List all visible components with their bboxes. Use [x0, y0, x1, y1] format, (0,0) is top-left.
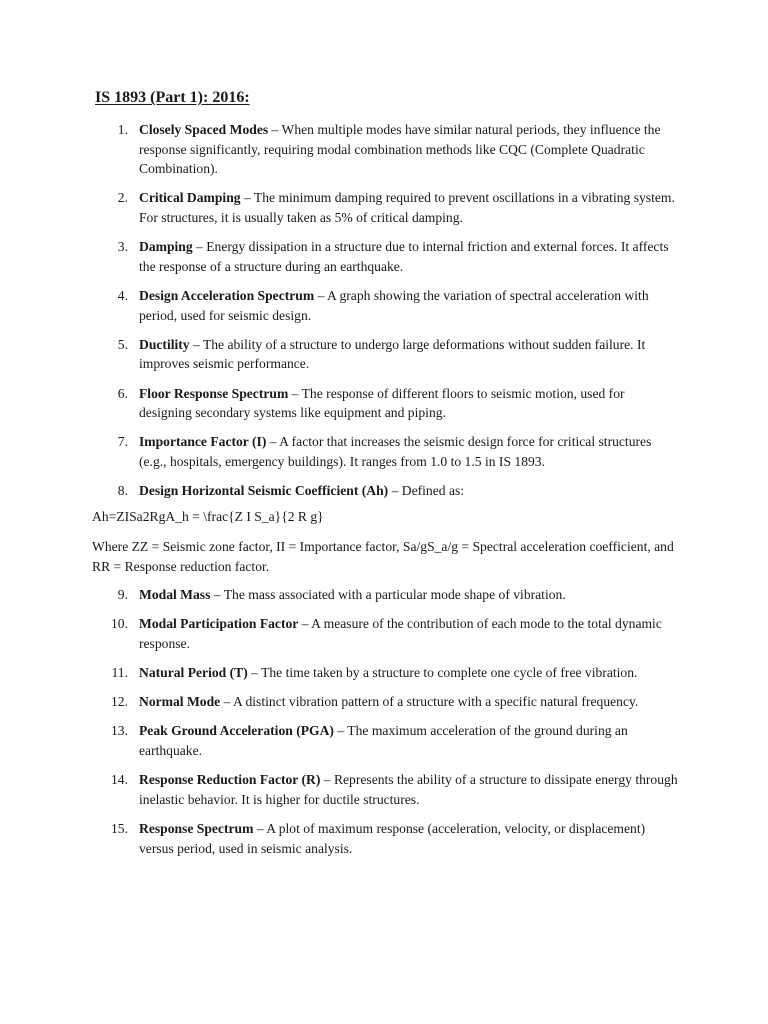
- item-number: 1.: [117, 122, 128, 137]
- item-description: – When multiple modes have similar natural periods, they influence the response significantly, requiring modal combination methods like CQC (Complete Quadratic Combination).: [139, 122, 661, 177]
- definition-item: [0, 770, 768, 809]
- item-term: Response Spectrum: [139, 820, 254, 836]
- item-number: 15.: [111, 820, 128, 836]
- formula-variable-definitions: Where ZZ = Seismic zone factor, II = Importance factor, Sa/gS_a/g = Spectral acceleration coefficient, and RR = Response reduction factor.: [92, 539, 674, 574]
- item-number: 10.: [111, 616, 128, 632]
- item-number: 7.: [117, 434, 128, 450]
- definition-list-part-2: [0, 585, 768, 868]
- item-description: – Defined as:: [388, 483, 465, 499]
- item-term: Critical Damping: [139, 190, 241, 206]
- item-term: Peak Ground Acceleration (PGA): [139, 723, 334, 739]
- seismic-coefficient-formula: Ah=ZISa2RgA_h = \frac{Z I S_a}{2 R g}: [92, 509, 324, 524]
- item-number: 2.: [117, 190, 128, 206]
- item-description: – Represents the ability of a structure to dissipate energy through inelastic behavior. It is higher for ductile structures.: [139, 772, 678, 807]
- item-term: Closely Spaced Modes: [139, 122, 269, 137]
- item-number: 13.: [111, 723, 128, 739]
- definition-item: [0, 721, 768, 760]
- item-term: Damping: [139, 239, 193, 255]
- definition-item: [0, 481, 768, 501]
- item-term: Natural Period (T): [139, 664, 248, 680]
- item-term: Floor Response Spectrum: [139, 385, 289, 401]
- item-number: 3.: [117, 239, 128, 255]
- item-term: Modal Mass: [139, 587, 211, 602]
- definition-item: [0, 614, 768, 653]
- item-term: Importance Factor (I): [139, 434, 267, 450]
- item-term: Modal Participation Factor: [139, 616, 299, 632]
- definition-item: [0, 432, 768, 471]
- item-number: 4.: [117, 287, 128, 303]
- definition-item: [0, 335, 768, 374]
- item-term: Ductility: [139, 336, 190, 352]
- item-description: – The time taken by a structure to complete one cycle of free vibration.: [247, 664, 638, 680]
- item-number: 9.: [117, 587, 128, 602]
- item-number: 12.: [111, 694, 128, 710]
- item-description: – A factor that increases the seismic design force for critical structures (e.g., hospitals, emergency buildings). It ranges from 1.0 to 1.5 in IS 1893.: [139, 434, 652, 469]
- item-description: – The response of different floors to seismic motion, used for designing secondary systems like equipment and piping.: [139, 385, 625, 421]
- item-term: Design Acceleration Spectrum: [139, 287, 315, 303]
- definition-item: [0, 585, 768, 605]
- definition-item: [0, 819, 768, 858]
- item-description: – The minimum damping required to prevent oscillations in a vibrating system. For structures, it is usually taken as 5% of critical damping.: [139, 190, 675, 225]
- item-number: 11.: [111, 664, 128, 680]
- item-number: 8.: [117, 483, 128, 499]
- item-description: – A graph showing the variation of spectral acceleration with period, used for seismic design.: [139, 287, 649, 323]
- document-heading: IS 1893 (Part 1): 2016:: [95, 89, 250, 106]
- definition-list-part-1: [0, 120, 768, 510]
- item-description: – A distinct vibration pattern of a structure with a specific natural frequency.: [220, 694, 639, 710]
- definition-item: [0, 663, 768, 683]
- item-term: Design Horizontal Seismic Coefficient (Ah): [139, 483, 389, 499]
- item-description: – A measure of the contribution of each mode to the total dynamic response.: [139, 616, 662, 651]
- definition-item: [0, 120, 768, 179]
- definition-item: [0, 188, 768, 227]
- definition-item: [0, 237, 768, 276]
- item-term: Response Reduction Factor (R): [139, 772, 321, 788]
- item-description: – The mass associated with a particular mode shape of vibration.: [210, 587, 566, 602]
- item-description: – A plot of maximum response (acceleration, velocity, or displacement) versus period, used in seismic analysis.: [139, 820, 646, 856]
- definition-item: [0, 692, 768, 712]
- item-description: – Energy dissipation in a structure due to internal friction and external forces. It affects the response of a structure during an earthquake.: [139, 239, 669, 274]
- definition-item: [0, 286, 768, 325]
- item-description: – The maximum acceleration of the ground during an earthquake.: [139, 723, 628, 758]
- definition-item: [0, 384, 768, 423]
- item-number: 6.: [117, 385, 128, 401]
- item-description: – The ability of a structure to undergo large deformations without sudden failure. It improves seismic performance.: [139, 336, 646, 372]
- item-number: 14.: [111, 772, 128, 788]
- item-number: 5.: [117, 336, 128, 352]
- item-term: Normal Mode: [139, 694, 221, 710]
